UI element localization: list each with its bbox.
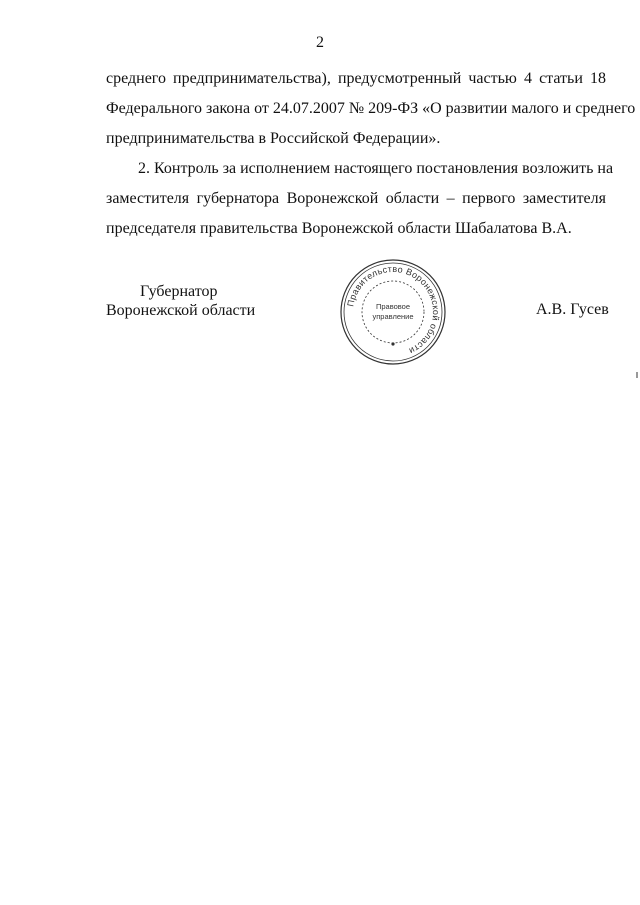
text-line: предпринимательства в Российской Федерации». — [106, 130, 441, 147]
text-line: заместителя губернатора Воронежской области – первого заместителя — [106, 190, 606, 207]
page-number: 2 — [316, 34, 324, 51]
signer-region: Воронежской области — [106, 302, 256, 319]
paragraph-item-2 — [106, 154, 614, 244]
scan-artifact — [636, 372, 638, 378]
stamp-inner-text-1: Правовое — [375, 302, 411, 311]
document-body — [106, 64, 636, 244]
text-line: председателя правительства Воронежской области Шабалатова В.А. — [106, 220, 572, 237]
stamp-inner-text-2: управление — [372, 312, 414, 321]
signature-title — [106, 282, 255, 320]
signer-position: Губернатор — [140, 283, 218, 300]
paragraph-continuation — [106, 64, 636, 154]
signer-name: А.В. Гусев — [536, 301, 609, 318]
text-line: Федерального закона от 24.07.2007 № 209-ФЗ «О развитии малого и среднего — [106, 100, 636, 117]
text-line: среднего предпринимательства), предусмотренный частью 4 статьи 18 — [106, 70, 606, 87]
text-line: 2. Контроль за исполнением настоящего постановления возложить на — [138, 160, 614, 177]
official-stamp — [338, 257, 448, 367]
stamp-dot — [391, 342, 394, 345]
stamp-outer-text: Правительство Воронежской области — [345, 263, 442, 357]
